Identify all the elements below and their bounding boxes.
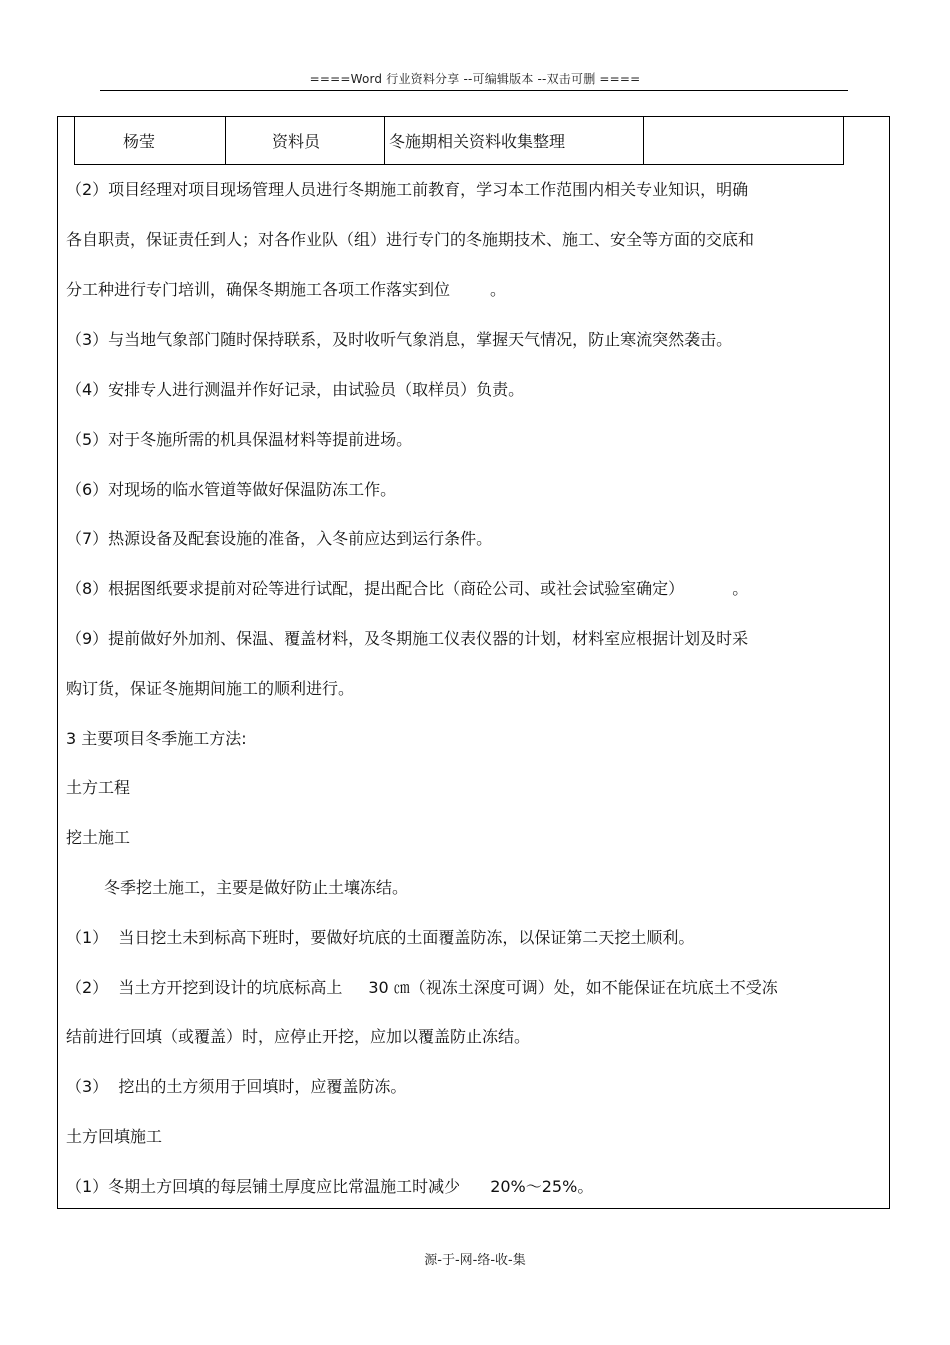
paragraph-5: （5）对于冬施所需的机具保温材料等提前进场。 bbox=[66, 430, 413, 449]
paragraph-2-line-1: （2）项目经理对项目现场管理人员进行冬期施工前教育，学习本工作范围内相关专业知识，明确 bbox=[66, 180, 749, 199]
page-footer: 源-于-网-络-收-集 bbox=[424, 1253, 526, 1268]
staff-table bbox=[74, 116, 844, 165]
table-row bbox=[75, 117, 844, 165]
backfill-heading: 土方回填施工 bbox=[66, 1127, 163, 1146]
excavation-item-2-line-1 bbox=[66, 978, 778, 998]
excavation-item-2-text: （2） 当土方开挖到设计的坑底标高上 bbox=[66, 978, 343, 997]
excavation-item-2-line-2: 结前进行回填（或覆盖）时，应停止开挖，应加以覆盖防止冻结。 bbox=[66, 1027, 531, 1046]
excavation-heading: 挖土施工 bbox=[66, 828, 131, 847]
page-header: ====Word 行业资料分享 --可编辑版本 --双击可删 ==== bbox=[309, 72, 641, 86]
section-3-heading: 3 主要项目冬季施工方法: bbox=[66, 729, 247, 748]
paragraph-2-line-3-end: 。 bbox=[490, 280, 507, 299]
header-rule bbox=[100, 90, 848, 91]
excavation-intro: 冬季挖土施工，主要是做好防止土壤冻结。 bbox=[104, 878, 409, 897]
paragraph-2-line-2: 各自职责，保证责任到人；对各作业队（组）进行专门的冬施期技术、施工、安全等方面的交底和 bbox=[66, 230, 755, 249]
paragraph-4: （4）安排专人进行测温并作好记录，由试验员（取样员）负责。 bbox=[66, 380, 525, 399]
excavation-item-2-value: 30 ㎝（视冻土深度可调）处，如不能保证在坑底土不受冻 bbox=[368, 978, 778, 997]
paragraph-3: （3）与当地气象部门随时保持联系，及时收听气象消息，掌握天气情况，防止寒流突然袭击。 bbox=[66, 330, 733, 349]
earthwork-heading: 土方工程 bbox=[66, 778, 131, 797]
backfill-item-1 bbox=[66, 1177, 593, 1197]
paragraph-7: （7）热源设备及配套设施的准备，入冬前应达到运行条件。 bbox=[66, 529, 493, 548]
paragraph-6: （6）对现场的临水管道等做好保温防冻工作。 bbox=[66, 480, 397, 499]
paragraph-2-line-3 bbox=[66, 280, 506, 300]
table-cell-role: 资料员 bbox=[226, 117, 385, 165]
paragraph-2-line-3-text: 分工种进行专门培训，确保冬期施工各项工作落实到位 bbox=[66, 280, 451, 299]
excavation-item-3: （3） 挖出的土方须用于回填时，应覆盖防冻。 bbox=[66, 1077, 407, 1096]
paragraph-8-text: （8）根据图纸要求提前对砼等进行试配，提出配合比（商砼公司、或社会试验室确定） bbox=[66, 579, 685, 598]
backfill-item-1-value: 20%～25%。 bbox=[490, 1177, 594, 1196]
table-cell-duty: 冬施期相关资料收集整理 bbox=[385, 117, 644, 165]
paragraph-8 bbox=[66, 579, 748, 599]
table-cell-empty bbox=[644, 117, 844, 165]
table-cell-name: 杨莹 bbox=[75, 117, 226, 165]
excavation-item-1: （1） 当日挖土未到标高下班时，要做好坑底的土面覆盖防冻，以保证第二天挖土顺利。 bbox=[66, 928, 695, 947]
backfill-item-1-text: （1）冬期土方回填的每层铺土厚度应比常温施工时减少 bbox=[66, 1177, 461, 1196]
paragraph-9-line-2: 购订货，保证冬施期间施工的顺利进行。 bbox=[66, 679, 355, 698]
paragraph-8-end: 。 bbox=[732, 579, 749, 598]
paragraph-9-line-1: （9）提前做好外加剂、保温、覆盖材料，及冬期施工仪表仪器的计划，材料室应根据计划及时采 bbox=[66, 629, 749, 648]
